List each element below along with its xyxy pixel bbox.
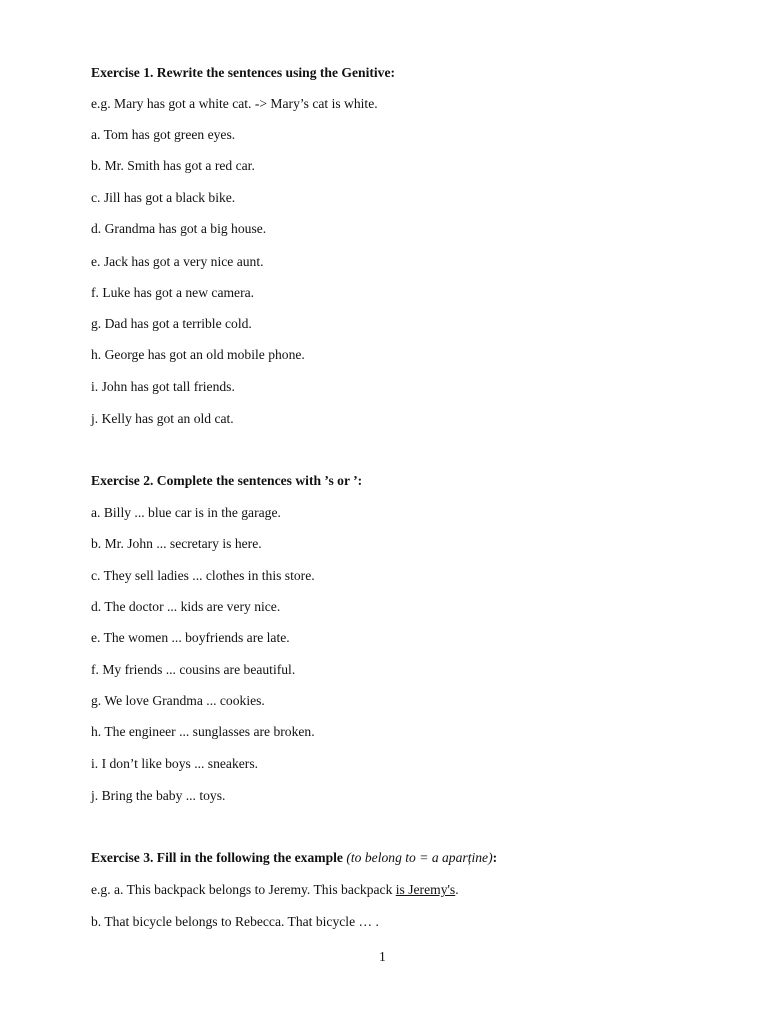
exercise-2-item-j: j. Bring the baby ... toys. — [91, 788, 226, 803]
exercise-3-heading — [91, 849, 497, 867]
exercise-2-item-i: i. I don’t like boys ... sneakers. — [91, 756, 259, 771]
exercise-1-item-d: d. Grandma has got a big house. — [91, 221, 267, 236]
page-number: 1 — [379, 949, 386, 964]
exercise-1-item-c: c. Jill has got a black bike. — [91, 190, 236, 205]
exercise-1-example: e.g. Mary has got a white cat. -> Mary’s cat is white. — [91, 96, 378, 111]
exercise-2-heading: Exercise 2. Complete the sentences with ’s or ’: — [91, 473, 363, 488]
exercise-1-item-b: b. Mr. Smith has got a red car. — [91, 158, 255, 173]
exercise-3-item-b: b. That bicycle belongs to Rebecca. That bicycle … . — [91, 914, 379, 929]
exercise-1-item-i: i. John has got tall friends. — [91, 379, 235, 394]
exercise-2-item-a: a. Billy ... blue car is in the garage. — [91, 505, 281, 520]
exercise-3-heading-bold: Exercise 3. Fill in the following the example — [91, 850, 347, 865]
exercise-1-item-g: g. Dad has got a terrible cold. — [91, 316, 252, 331]
exercise-2-item-h: h. The engineer ... sunglasses are broken. — [91, 724, 315, 739]
exercise-1-heading: Exercise 1. Rewrite the sentences using the Genitive: — [91, 65, 396, 80]
exercise-2-item-d: d. The doctor ... kids are very nice. — [91, 599, 281, 614]
exercise-3-example-prefix: e.g. a. This backpack belongs to Jeremy. This backpack — [91, 882, 396, 897]
exercise-1-item-j: j. Kelly has got an old cat. — [91, 411, 234, 426]
exercise-1-item-h: h. George has got an old mobile phone. — [91, 347, 305, 362]
exercise-1-item-e: e. Jack has got a very nice aunt. — [91, 254, 264, 269]
exercise-2-item-e: e. The women ... boyfriends are late. — [91, 630, 290, 645]
exercise-2-item-g: g. We love Grandma ... cookies. — [91, 693, 265, 708]
exercise-3-heading-end: : — [492, 850, 498, 865]
exercise-2-item-f: f. My friends ... cousins are beautiful. — [91, 662, 296, 677]
exercise-3-example-suffix: . — [455, 882, 459, 897]
exercise-2-item-b: b. Mr. John ... secretary is here. — [91, 536, 262, 551]
exercise-1-item-f: f. Luke has got a new camera. — [91, 285, 255, 300]
exercise-2-item-c: c. They sell ladies ... clothes in this store. — [91, 568, 315, 583]
exercise-3-example-answer: is Jeremy's — [395, 882, 456, 897]
exercise-3-heading-italic: (to belong to = a aparține) — [346, 850, 493, 865]
exercise-1-item-a: a. Tom has got green eyes. — [91, 127, 236, 142]
exercise-3-example — [91, 881, 459, 899]
